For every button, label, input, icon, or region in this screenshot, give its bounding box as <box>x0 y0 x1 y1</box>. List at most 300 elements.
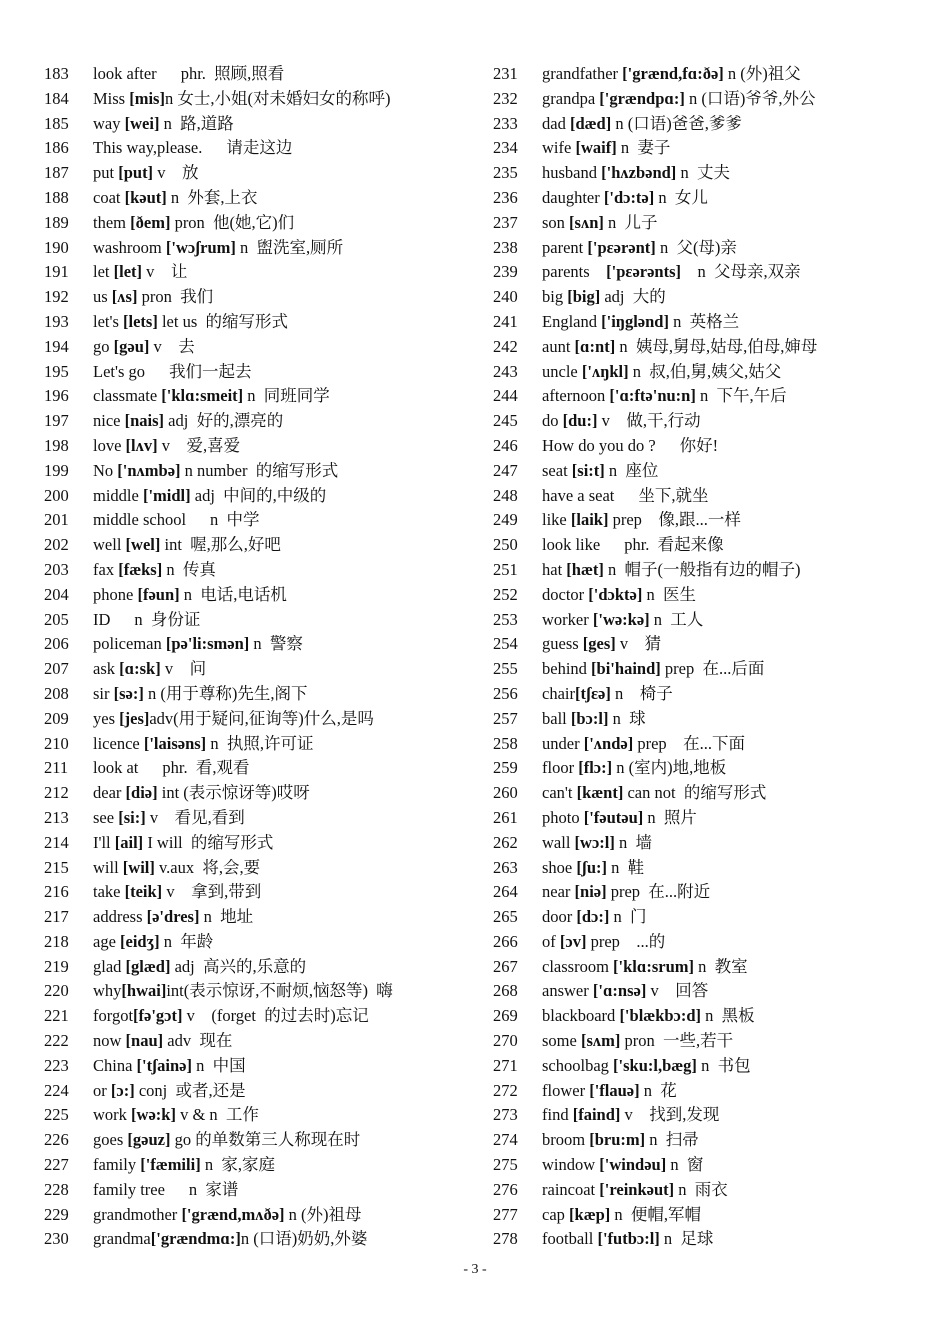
entry-word: grandmother <box>93 1204 182 1224</box>
vocab-entry <box>493 360 933 385</box>
entry-phonetic: [ʃu:] <box>576 857 608 877</box>
entry-word: fax <box>93 559 119 579</box>
entry-number: 241 <box>493 311 518 331</box>
entry-phonetic: [ges] <box>582 634 616 654</box>
entry-definition: adv 现在 <box>163 1031 233 1051</box>
entry-definition: n 外套,上衣 <box>166 187 258 207</box>
entry-definition: phr. 看起来像 <box>624 535 724 555</box>
entry-number: 258 <box>493 733 518 753</box>
entry-definition: n 家谱 <box>188 1179 239 1199</box>
entry-definition: n (口语)奶奶,外婆 <box>240 1229 368 1249</box>
entry-phonetic: ['pεərənt] <box>587 237 656 257</box>
entry-word: love <box>93 435 126 455</box>
entry-definition: n 中国 <box>191 1055 246 1075</box>
entry-phonetic: ['nʌmbə] <box>117 460 181 480</box>
entry-word: age <box>93 931 121 951</box>
vocab-entry <box>44 459 474 484</box>
entry-phonetic: [faind] <box>572 1105 621 1125</box>
entry-word: broom <box>542 1130 590 1150</box>
entry-phonetic: [wɔ:l] <box>574 832 615 852</box>
entry-phonetic: ['fæmili] <box>140 1155 201 1175</box>
entry-definition: v.aux 将,会,要 <box>154 857 261 877</box>
entry-word: sir <box>93 683 114 703</box>
entry-number: 188 <box>44 187 69 207</box>
entry-phonetic: ['ɑ:ftə'nu:n] <box>609 386 696 406</box>
entry-phonetic: ['futbɔ:l] <box>597 1229 660 1249</box>
entry-number: 237 <box>493 212 518 232</box>
entry-word: husband <box>542 163 602 183</box>
entry-phonetic: [wei] <box>124 113 160 133</box>
entry-phonetic: ['wɔʃrum] <box>165 237 236 257</box>
entry-number: 204 <box>44 584 69 604</box>
entry-phonetic: [hwai] <box>121 981 167 1001</box>
entry-definition: n 门 <box>609 907 647 927</box>
entry-word: now <box>93 1031 126 1051</box>
entry-word: middle school <box>93 510 187 530</box>
vocab-entry <box>44 1203 474 1228</box>
entry-word: doctor <box>542 584 589 604</box>
entry-definition: v 拿到,带到 <box>162 882 262 902</box>
entry-word: ask <box>93 659 120 679</box>
vocab-entry <box>44 1103 474 1128</box>
vocab-entry <box>493 484 933 509</box>
entry-definition: phr. 照顾,照看 <box>180 64 285 83</box>
vocab-entry <box>44 236 474 261</box>
entry-definition: 请走这边 <box>226 138 293 158</box>
entry-number: 232 <box>493 88 518 108</box>
entry-word: hat <box>542 559 567 579</box>
entry-definition: n 妻子 <box>616 138 671 158</box>
vocab-entry <box>493 806 933 831</box>
entry-definition: phr. 看,观看 <box>162 758 250 778</box>
entry-phonetic: [niə] <box>574 882 607 902</box>
entry-word: take <box>93 882 125 902</box>
entry-number: 250 <box>493 535 518 555</box>
entry-word: middle <box>93 485 143 505</box>
entry-phonetic: ['grænd,fɑ:ðə] <box>622 64 724 83</box>
entry-definition: 坐下,就坐 <box>638 485 709 505</box>
entry-word: grandfather <box>542 64 623 83</box>
entry-definition: n 父母亲,双亲 <box>681 262 801 282</box>
entry-definition: n 鞋 <box>607 857 645 877</box>
entry-word: dad <box>542 113 570 133</box>
entry-word: dear <box>93 783 126 803</box>
entry-phonetic: [jes] <box>119 708 150 728</box>
entry-definition: adj 大的 <box>600 287 666 307</box>
entry-number: 266 <box>493 931 518 951</box>
entry-definition: n 工人 <box>649 609 704 629</box>
vocab-entry <box>493 1128 933 1153</box>
entry-phonetic: ['windəu] <box>599 1155 667 1175</box>
entry-phonetic: ['midl] <box>142 485 191 505</box>
entry-definition: n 窗 <box>666 1155 704 1175</box>
entry-definition: n 女儿 <box>654 187 708 207</box>
entry-definition: n 球 <box>608 708 646 728</box>
vocab-entry <box>44 1128 474 1153</box>
vocab-entry <box>44 112 474 137</box>
vocab-entry <box>493 632 933 657</box>
entry-definition: v 回答 <box>646 981 709 1001</box>
entry-definition: pron 一些,若干 <box>620 1031 734 1051</box>
entry-definition: n (室内)地,地板 <box>612 758 727 778</box>
vocab-entry <box>44 1054 474 1079</box>
entry-definition: v 做,干,行动 <box>597 411 701 431</box>
entry-number: 213 <box>44 807 69 827</box>
entry-definition: n 同班同学 <box>243 386 330 406</box>
entry-number: 203 <box>44 559 69 579</box>
entry-word: us <box>93 287 112 307</box>
entry-word: grandpa <box>542 88 600 108</box>
entry-number: 193 <box>44 311 69 331</box>
vocab-entry <box>493 1178 933 1203</box>
entry-number: 269 <box>493 1006 518 1026</box>
entry-phonetic: ['reinkəut] <box>599 1179 675 1199</box>
vocab-entry <box>44 533 474 558</box>
vocab-entry <box>493 1079 933 1104</box>
entry-number: 245 <box>493 411 518 431</box>
entry-word: find <box>542 1105 573 1125</box>
entry-number: 218 <box>44 931 69 951</box>
entry-number: 183 <box>44 64 69 83</box>
entry-phonetic: [lets] <box>123 311 158 331</box>
entry-phonetic: ['ʌndə] <box>583 733 634 753</box>
vocab-entry <box>44 360 474 385</box>
entry-definition: n 下午,午后 <box>695 386 787 406</box>
entry-definition: n 英格兰 <box>668 311 740 331</box>
entry-number: 187 <box>44 163 69 183</box>
vocab-entry <box>493 1103 933 1128</box>
entry-word: wall <box>542 832 575 852</box>
entry-phonetic: [sʌm] <box>580 1031 621 1051</box>
entry-definition: v 去 <box>149 336 195 356</box>
entry-word: big <box>542 287 568 307</box>
entry-phonetic: ['dɔktə] <box>588 584 643 604</box>
entry-number: 229 <box>44 1204 69 1224</box>
entry-word: or <box>93 1080 111 1100</box>
entry-definition: v 找到,发现 <box>620 1105 720 1125</box>
entry-definition: n 姨母,舅母,姑母,伯母,婶母 <box>615 336 818 356</box>
entry-definition: v 放 <box>153 163 199 183</box>
entry-word: daughter <box>542 187 604 207</box>
vocab-entry <box>44 434 474 459</box>
entry-word: door <box>542 907 577 927</box>
entry-definition: n (用于尊称)先生,阁下 <box>143 683 308 703</box>
entry-number: 270 <box>493 1031 518 1051</box>
entry-word: No <box>93 460 118 480</box>
vocab-entry <box>44 806 474 831</box>
vocab-entry <box>493 62 933 87</box>
entry-number: 186 <box>44 138 69 158</box>
entry-word: grandma <box>93 1229 151 1249</box>
vocab-entry <box>493 1227 933 1252</box>
entry-word: see <box>93 807 119 827</box>
entry-number: 201 <box>44 510 69 530</box>
vocab-entry <box>493 186 933 211</box>
entry-number: 263 <box>493 857 518 877</box>
vocab-entry <box>493 657 933 682</box>
entry-number: 240 <box>493 287 518 307</box>
vocab-entry <box>44 1153 474 1178</box>
entry-word: parents <box>542 262 607 282</box>
entry-phonetic: ['blækbɔ:d] <box>619 1006 702 1026</box>
entry-word: England <box>542 311 602 331</box>
vocab-entry <box>493 434 933 459</box>
entry-phonetic: [nau] <box>125 1031 164 1051</box>
entry-word: behind <box>542 659 592 679</box>
entry-phonetic: [si:] <box>118 807 146 827</box>
entry-definition: let us 的缩写形式 <box>157 311 289 331</box>
entry-number: 262 <box>493 832 518 852</box>
entry-definition: n 女士,小姐(对未婚妇女的称呼) <box>164 88 391 108</box>
entry-number: 220 <box>44 981 69 1001</box>
entry-definition: conj 或者,还是 <box>134 1080 246 1100</box>
vocab-entry <box>493 1153 933 1178</box>
entry-definition: n 家,家庭 <box>200 1155 275 1175</box>
entry-definition: n number 的缩写形式 <box>180 460 339 480</box>
entry-phonetic: ['ɑ:nsə] <box>592 981 647 1001</box>
entry-phonetic: [wil] <box>122 857 155 877</box>
entry-phonetic: [ə'dres] <box>146 907 200 927</box>
entry-phonetic: [dɔ:] <box>576 907 610 927</box>
entry-word: ID <box>93 609 111 629</box>
vocab-entry <box>493 1004 933 1029</box>
entry-phonetic: ['pεərənts] <box>606 262 682 282</box>
entry-word: window <box>542 1155 600 1175</box>
entry-word: put <box>93 163 119 183</box>
entry-definition: n 黑板 <box>701 1006 755 1026</box>
entry-definition: prep 在...后面 <box>660 659 765 679</box>
entry-word: seat <box>542 460 572 480</box>
vocab-entry <box>493 781 933 806</box>
entry-definition: n 帽子(一般指有边的帽子) <box>603 559 801 579</box>
entry-number: 210 <box>44 733 69 753</box>
entry-phonetic: [gəu] <box>113 336 150 356</box>
entry-definition: n 传真 <box>162 559 216 579</box>
entry-number: 276 <box>493 1179 518 1199</box>
entry-word: look at <box>93 758 139 778</box>
vocab-entry <box>44 484 474 509</box>
entry-phonetic: [big] <box>567 287 601 307</box>
vocab-entry <box>493 583 933 608</box>
entry-number: 278 <box>493 1229 518 1249</box>
page-number: - 3 - <box>463 1262 487 1277</box>
entry-word: cap <box>542 1204 570 1224</box>
entry-definition: 你好! <box>679 435 719 455</box>
vocab-entry <box>44 335 474 360</box>
entry-definition: n 盥洗室,厕所 <box>235 237 344 257</box>
entry-definition: n 年龄 <box>159 931 214 951</box>
entry-phonetic: [kænt] <box>576 783 624 803</box>
entry-definition: n 座位 <box>604 460 659 480</box>
entry-phonetic: [nais] <box>124 411 165 431</box>
entry-definition: prep 在...下面 <box>633 733 746 753</box>
entry-word: This way,please. <box>93 138 203 158</box>
entry-definition: n 父(母)亲 <box>655 237 737 257</box>
entry-number: 199 <box>44 460 69 480</box>
entry-word: aunt <box>542 336 575 356</box>
entry-word: shoe <box>542 857 577 877</box>
vocab-entry <box>44 979 474 1004</box>
entry-phonetic: ['wə:kə] <box>592 609 650 629</box>
entry-definition: adv(用于疑问,征询等)什么,是吗 <box>149 708 374 728</box>
entry-phonetic: [ðem] <box>130 212 171 232</box>
entry-definition: n 墙 <box>614 832 652 852</box>
entry-phonetic: [dæd] <box>569 113 612 133</box>
entry-phonetic: ['iŋglənd] <box>601 311 669 331</box>
vocab-entry <box>44 384 474 409</box>
vocab-entry <box>44 1029 474 1054</box>
vocab-entry <box>493 87 933 112</box>
entry-definition: n 医生 <box>642 584 696 604</box>
vocab-entry <box>44 508 474 533</box>
vocab-entry <box>493 384 933 409</box>
entry-word: have a seat <box>542 485 615 505</box>
entry-phonetic: [glæd] <box>125 956 171 976</box>
entry-number: 239 <box>493 262 518 282</box>
entry-number: 215 <box>44 857 69 877</box>
vocab-entry <box>44 558 474 583</box>
vocab-entry <box>44 657 474 682</box>
entry-phonetic: ['hʌzbənd] <box>601 163 677 183</box>
vocab-entry <box>493 955 933 980</box>
entry-definition: n 扫帚 <box>645 1130 699 1150</box>
entry-word: address <box>93 907 147 927</box>
entry-number: 271 <box>493 1055 518 1075</box>
entry-word: forgot <box>93 1006 134 1026</box>
vocab-entry <box>493 409 933 434</box>
entry-phonetic: ['grændpɑ:] <box>599 88 685 108</box>
entry-phonetic: [laik] <box>570 510 609 530</box>
entry-number: 214 <box>44 832 69 852</box>
entry-word: family tree <box>93 1179 165 1199</box>
vocab-entry <box>493 112 933 137</box>
entry-definition: n (外)祖母 <box>284 1204 362 1224</box>
entry-phonetic: [wə:k] <box>131 1105 176 1125</box>
entry-definition: n 警察 <box>249 634 303 654</box>
entry-word: some <box>542 1031 581 1051</box>
entry-definition: adj 中间的,中级的 <box>190 485 327 505</box>
vocab-entry <box>493 831 933 856</box>
entry-phonetic: [si:t] <box>571 460 605 480</box>
entry-word: do <box>542 411 563 431</box>
entry-word: chair <box>542 683 575 703</box>
entry-phonetic: ['fəutəu] <box>583 807 644 827</box>
entry-definition: n 花 <box>639 1080 677 1100</box>
entry-word: classmate <box>93 386 162 406</box>
entry-word: near <box>542 882 575 902</box>
vocab-entry <box>44 930 474 955</box>
entry-word: yes <box>93 708 120 728</box>
entry-definition: n 执照,许可证 <box>206 733 314 753</box>
entry-word: answer <box>542 981 593 1001</box>
entry-word: flower <box>542 1080 590 1100</box>
entry-phonetic: [diə] <box>125 783 158 803</box>
entry-word: I'll <box>93 832 115 852</box>
entry-definition: go 的单数第三人称现在时 <box>170 1130 361 1150</box>
entry-word: like <box>542 510 571 530</box>
vocab-entry <box>44 781 474 806</box>
entry-number: 255 <box>493 659 518 679</box>
vocab-entry <box>44 285 474 310</box>
entry-number: 211 <box>44 758 69 778</box>
entry-phonetic: ['klɑ:srum] <box>613 956 695 976</box>
entry-phonetic: [let] <box>113 262 143 282</box>
entry-phonetic: [bi'haind] <box>591 659 661 679</box>
entry-word: worker <box>542 609 593 629</box>
entry-phonetic: [fæks] <box>118 559 163 579</box>
entry-number: 227 <box>44 1155 69 1175</box>
entry-number: 216 <box>44 882 69 902</box>
entry-word: ball <box>542 708 571 728</box>
entry-definition: 我们一起去 <box>169 361 252 381</box>
entry-definition: n 路,道路 <box>159 113 234 133</box>
vocab-entry <box>493 260 933 285</box>
entry-number: 248 <box>493 485 518 505</box>
entry-number: 209 <box>44 708 69 728</box>
vocab-entry <box>493 508 933 533</box>
entry-definition: v 问 <box>160 659 207 679</box>
entry-phonetic: [pə'li:smən] <box>165 634 250 654</box>
entry-definition: n 儿子 <box>603 212 658 232</box>
vocab-entry <box>493 930 933 955</box>
vocab-entry <box>493 1203 933 1228</box>
entry-number: 189 <box>44 212 69 232</box>
vocab-entry <box>44 905 474 930</box>
entry-number: 246 <box>493 435 518 455</box>
entry-number: 192 <box>44 287 69 307</box>
entry-phonetic: [sʌn] <box>569 212 604 232</box>
vocab-entry <box>44 62 474 87</box>
entry-number: 217 <box>44 907 69 927</box>
entry-definition: pron 我们 <box>137 287 214 307</box>
entry-word: classroom <box>542 956 614 976</box>
entry-phonetic: ['laisəns] <box>143 733 207 753</box>
entry-word: why <box>93 981 122 1001</box>
vocab-entry <box>44 632 474 657</box>
entry-definition: v 让 <box>142 262 188 282</box>
vocab-entry <box>493 310 933 335</box>
entry-definition: prep 在...附近 <box>606 882 711 902</box>
vocab-entry <box>44 260 474 285</box>
vocab-entry <box>493 1029 933 1054</box>
entry-number: 212 <box>44 783 69 803</box>
entry-number: 252 <box>493 584 518 604</box>
vocab-entry <box>493 335 933 360</box>
vocab-entry <box>493 136 933 161</box>
entry-definition: n 地址 <box>199 907 254 927</box>
entry-phonetic: [ɑ:nt] <box>574 336 616 356</box>
entry-definition: n 丈夫 <box>676 163 730 183</box>
entry-definition: int 喔,那么,好吧 <box>160 535 281 555</box>
entry-number: 265 <box>493 907 518 927</box>
entry-word: look after <box>93 64 157 83</box>
vocab-entry <box>44 186 474 211</box>
vocab-entry <box>44 310 474 335</box>
entry-phonetic: [flɔ:] <box>578 758 613 778</box>
vocab-entry <box>44 682 474 707</box>
entry-phonetic: [mis] <box>129 88 165 108</box>
entry-number: 236 <box>493 187 518 207</box>
entry-word: parent <box>542 237 588 257</box>
entry-phonetic: [bɔ:l] <box>570 708 609 728</box>
entry-number: 238 <box>493 237 518 257</box>
vocab-entry <box>44 161 474 186</box>
entry-number: 224 <box>44 1080 69 1100</box>
entry-phonetic: [hæt] <box>566 559 604 579</box>
entry-word: floor <box>542 758 579 778</box>
entry-number: 190 <box>44 237 69 257</box>
entry-number: 206 <box>44 634 69 654</box>
